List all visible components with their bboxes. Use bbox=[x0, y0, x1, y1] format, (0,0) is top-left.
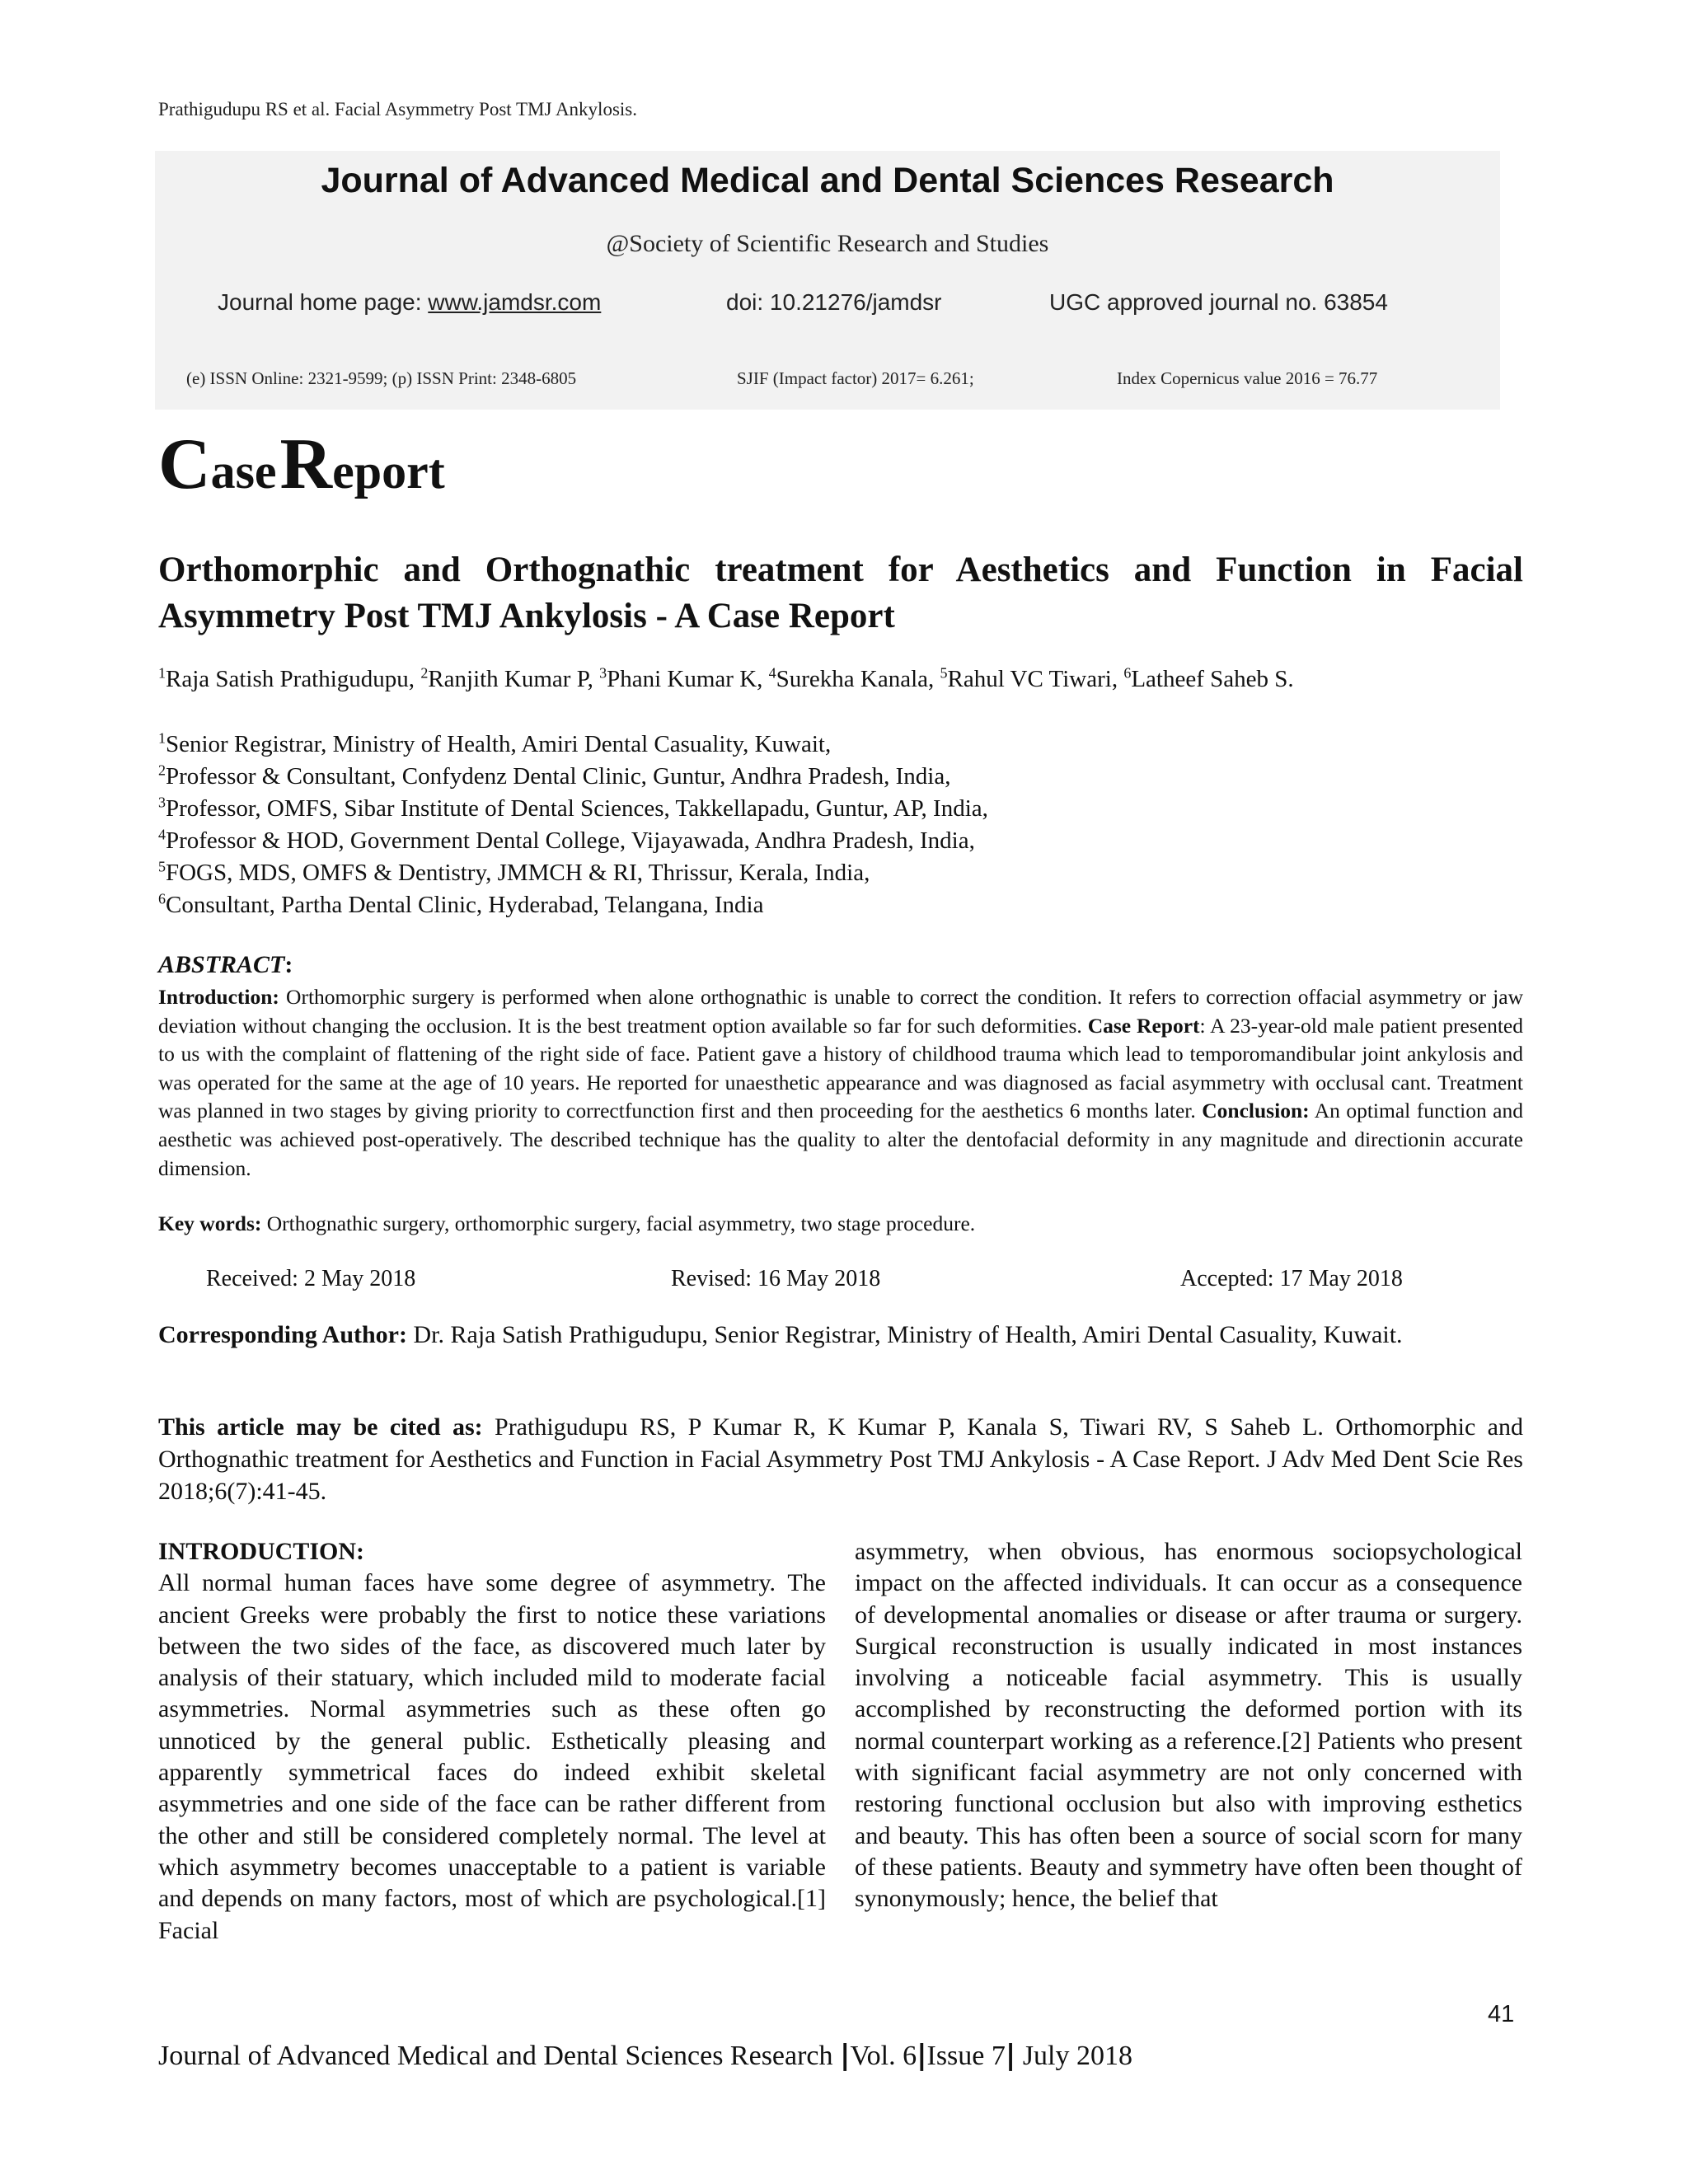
copernicus-text: Index Copernicus value 2016 = 76.77 bbox=[1117, 368, 1378, 388]
intro-label: Introduction: bbox=[158, 985, 279, 1009]
issn-text: (e) ISSN Online: 2321-9599; (p) ISSN Print: 2348-6805 bbox=[186, 368, 577, 388]
affiliation: $^1$Senior Registrar, Ministry of Health, Amiri Dental Casuality, Kuwait, bbox=[158, 729, 832, 757]
citation: This article may be cited as: Prathigudupu RS, P Kumar R, K Kumar P, Kanala S, Tiwari RV, S Saheb L. Orthomorphic and Orthognathic treatment for Aesthetics and Function in Facial Asymmetry Post TMJ Ankylosis - A Case Report. J Adv Med Dent Scie Res 2018;6(7):41-45. bbox=[158, 1413, 1523, 1505]
affiliation: $^4$Professor & HOD, Government Dental College, Vijayawada, Andhra Pradesh, India, bbox=[158, 826, 975, 854]
revised-date: Revised: 16 May 2018 bbox=[671, 1266, 881, 1291]
article-title: Orthomorphic and Orthognathic treatment for Aesthetics and Function in Facial Asymmetry Post TMJ Ankylosis - A Case Report bbox=[158, 551, 1523, 635]
affiliation: $^5$FOGS, MDS, OMFS & Dentistry, JMMCH & RI, Thrissur, Kerala, India, bbox=[158, 858, 870, 886]
homepage-line bbox=[218, 289, 601, 316]
abstract-heading: ABSTRACT: bbox=[158, 951, 293, 978]
homepage-link[interactable]: www.jamdsr.com bbox=[428, 289, 602, 315]
conclusion-label: Conclusion: bbox=[1202, 1099, 1310, 1123]
keywords: Key words: Orthognathic surgery, orthomorphic surgery, facial asymmetry, two stage procedure. bbox=[158, 1212, 976, 1235]
society-line: @Society of Scientific Research and Studies bbox=[606, 230, 1049, 257]
ugc-text: UGC approved journal no. 63854 bbox=[1049, 289, 1388, 315]
author: $^5$Rahul VC Tiwari, bbox=[940, 664, 1124, 692]
corresponding-author: Corresponding Author: Dr. Raja Satish Prathigudupu, Senior Registrar, Ministry of Health, Amiri Dental Casuality, Kuwait. bbox=[158, 1321, 1403, 1348]
section-heading: INTRODUCTION: bbox=[158, 1538, 365, 1565]
author: $^1$Raja Satish Prathigudupu, bbox=[158, 664, 421, 692]
journal-title: Journal of Advanced Medical and Dental Sciences Research bbox=[321, 161, 1334, 200]
affiliation: $^3$Professor, OMFS, Sibar Institute of Dental Sciences, Takkellapadu, Guntur, AP, India, bbox=[158, 794, 988, 822]
author: $^4$Surekha Kanala, bbox=[768, 664, 940, 692]
right-column bbox=[855, 1536, 1522, 1915]
received-date: Received: 2 May 2018 bbox=[206, 1266, 416, 1291]
author: $^3$Phani Kumar K, bbox=[599, 664, 769, 692]
affiliation: $^6$Consultant, Partha Dental Clinic, Hyderabad, Telangana, India bbox=[158, 890, 764, 918]
affiliation: $^2$Professor & Consultant, Confydenz Dental Clinic, Guntur, Andhra Pradesh, India, bbox=[158, 762, 951, 790]
sjif-text: SJIF (Impact factor) 2017= 6.261; bbox=[737, 368, 974, 388]
running-head: Prathigudupu RS et al. Facial Asymmetry Post TMJ Ankylosis. bbox=[158, 99, 637, 120]
article-type-heading: Case Report bbox=[158, 424, 445, 504]
abstract-body: Introduction: Orthomorphic surgery is performed when alone orthognathic is unable to correct the condition. It refers to correction offacial asymmetry or jaw deviation without changing the occlusion. It is the best treatment option available so far for such deformities. Case Report: A 23-year-old male patient presented to us with the complaint of flattening of the right side of face. Patient gave a history of childhood trauma which lead to temporomandibular joint ankylosis and was operated for the same at the age of 10 years. He reported for unaesthetic appearance and was diagnosed as facial asymmetry with occlusal cant. Treatment was planned in two stages by giving priority to correctfunction first and then proceeding for the aesthetics 6 months later. Conclusion: An optimal function and aesthetic was achieved post-operatively. The described technique has the quality to alter the dentofacial deformity in any magnitude and directionin accurate dimension. bbox=[158, 985, 1523, 1180]
doi-text: doi: 10.21276/jamdsr bbox=[726, 289, 942, 315]
author: $^6$Latheef Saheb S. bbox=[1123, 664, 1294, 692]
accepted-date: Accepted: 17 May 2018 bbox=[1180, 1266, 1403, 1291]
author-list bbox=[158, 666, 1294, 693]
page-number: 41 bbox=[1488, 2001, 1515, 2027]
case-label: Case Report bbox=[1087, 1013, 1200, 1038]
author: $^2$Ranjith Kumar P, bbox=[420, 664, 600, 692]
body-paragraph: All normal human faces have some degree of asymmetry. The ancient Greeks were probably the first to notice these variations between the two sides of the face, as discovered much later by analysis of their statuary, which included mild to moderate facial asymmetries. Normal asymmetries such as these often go unnoticed by the general public. Esthetically pleasing and apparently symmetrical faces do indeed exhibit skeletal asymmetries and one side of the face can be rather different from the other and still be considered completely normal. The level at which asymmetry becomes unacceptable to a patient is variable and depends on many factors, most of which are psychological.[1] Facial bbox=[158, 1569, 826, 1944]
affiliation-list bbox=[158, 729, 988, 921]
page-footer: Journal of Advanced Medical and Dental Sciences Research |Vol. 6|Issue 7| July 2018 bbox=[158, 2039, 1132, 2072]
left-column bbox=[158, 1536, 826, 1947]
keywords-label: Key words: bbox=[158, 1212, 262, 1235]
homepage-label: Journal home page: bbox=[218, 289, 429, 315]
journal-masthead bbox=[155, 151, 1500, 410]
body-paragraph: asymmetry, when obvious, has enormous sociopsychological impact on the affected individuals. It can occur as a consequence of developmental anomalies or disease or after trauma or surgery. Surgical reconstruction is usually indicated in most instances involving a noticeable facial asymmetry. This is usually accomplished by reconstructing the deformed portion with its normal counterpart working as a reference.[2] Patients who present with significant facial asymmetry are not only concerned with restoring functional occlusion but also with improving esthetics and beauty. This has often been a source of social scorn for many of these patients. Beauty and symmetry have often been thought of synonymously; hence, the belief that bbox=[855, 1538, 1522, 1913]
